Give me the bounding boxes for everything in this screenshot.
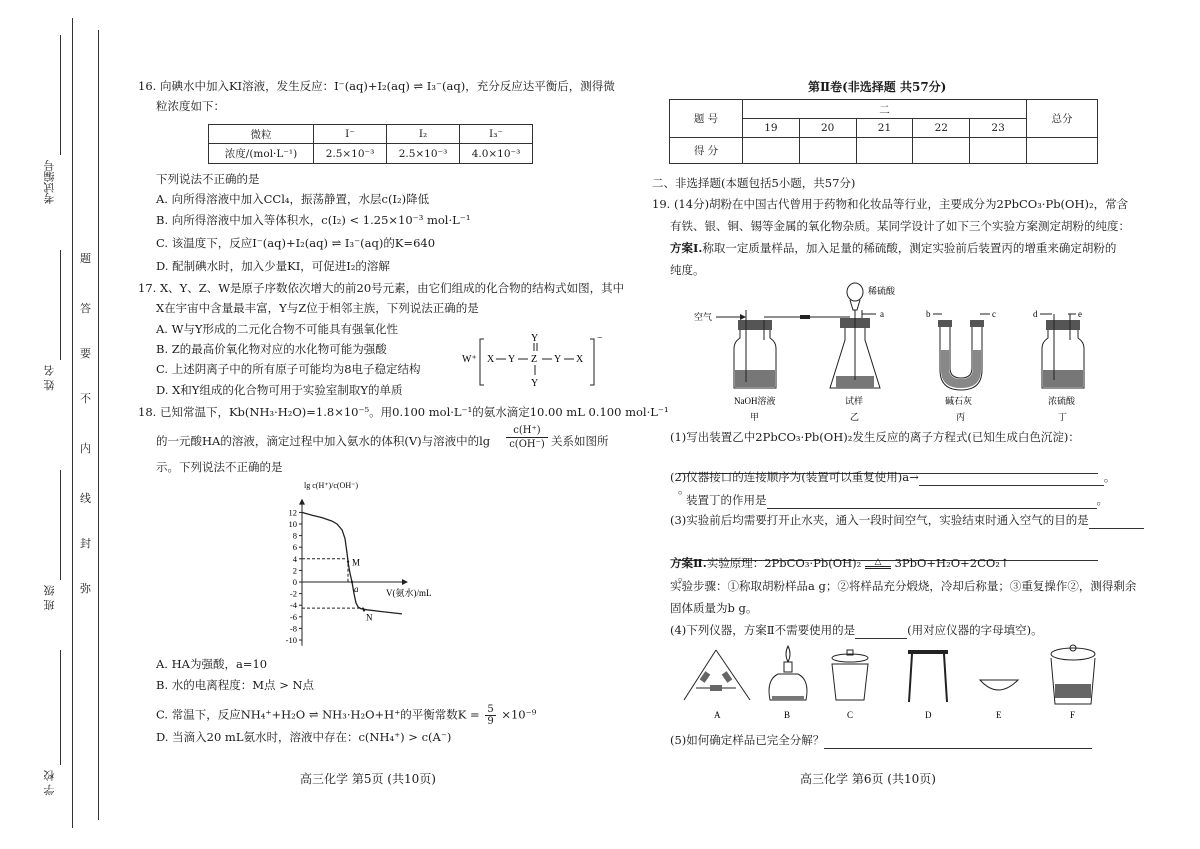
plan2-label: 方案Ⅱ.: [670, 556, 707, 570]
q19-sub4: [670, 623, 1043, 639]
table-cell: 2.5×10⁻³: [387, 144, 460, 164]
instrument-letter: D: [925, 710, 932, 720]
fraction-numerator: c(H⁺): [506, 424, 548, 438]
answer-line[interactable]: [824, 733, 1092, 749]
q19-sub3: [670, 513, 1144, 529]
name-yi: 试样: [845, 396, 864, 406]
question-number: 20: [799, 119, 856, 138]
school-label: 学 校: [43, 770, 56, 796]
y-tick-label: 12: [288, 507, 297, 518]
plan1-label: 方案Ⅰ.: [670, 241, 703, 255]
instrument-letter: B: [784, 710, 791, 720]
q16-option-b[interactable]: B. 向所得溶液中加入等体积水，c(I₂) < 1.25×10⁻³ mol·L⁻¹: [156, 213, 471, 227]
score-cell[interactable]: [743, 138, 800, 164]
table-cell: 微粒: [209, 125, 314, 144]
y-axis-arrow: [299, 499, 305, 505]
question-no-label: 题 号: [670, 100, 743, 138]
point-marker-N: [363, 609, 365, 611]
instrument-letter: A: [714, 710, 721, 720]
q18-option-b[interactable]: B. 水的电离程度：M点 > N点: [156, 678, 315, 692]
struct-y: Y: [531, 333, 539, 344]
port-b[interactable]: b: [926, 309, 931, 319]
q16-stem: 粒浓度如下：: [156, 99, 225, 113]
score-label: 得 分: [670, 138, 743, 164]
answer-line[interactable]: [767, 493, 1097, 509]
y-tick-label: 0: [292, 577, 297, 587]
plan2-text: 实验原理：2PbCO₃·Pb(OH)₂: [706, 556, 862, 570]
apparatus-diagram: [690, 280, 1110, 430]
q17-option-a[interactable]: A. W与Y形成的二元化合物不可能具有强氧化性: [156, 322, 399, 336]
option-c-exp: ×10⁻⁹: [501, 707, 537, 722]
group-label: 二: [743, 100, 1027, 119]
y-axis-label: lg c(H⁺)/c(OH⁻): [304, 481, 358, 490]
seal-char: 封: [80, 537, 91, 550]
sub4-text-b: (用对应仪器的字母填空)。: [907, 623, 1043, 637]
answer-line[interactable]: [919, 470, 1104, 486]
left-page-footer: 高三化学 第5页 (共10页): [300, 772, 436, 786]
y-tick-label: 10: [288, 519, 297, 529]
struct-x: X: [487, 354, 495, 365]
y-tick-label: 4: [292, 553, 297, 564]
y-tick-label: 6: [292, 542, 297, 553]
q19-stem: 纯度。: [670, 263, 705, 277]
sub2-text: (2)仪器接口的连接顺序为(装置可以重复使用)a→: [670, 470, 919, 484]
question-number: 21: [856, 119, 913, 138]
struct-z: Z: [531, 354, 538, 365]
question-number: 22: [913, 119, 970, 138]
total-label: 总分: [1027, 100, 1098, 138]
table-cell: I₂: [387, 125, 460, 144]
sub4-text: (4)下列仪器，方案Ⅱ不需要使用的是: [670, 623, 856, 637]
q16-prompt: 下列说法不正确的是: [156, 172, 260, 186]
plan2-principle: [670, 556, 1010, 571]
y-tick-label: -2: [289, 588, 297, 599]
right-page-footer: 高三化学 第6页 (共10页): [800, 772, 936, 786]
label-bing: 丙: [956, 412, 966, 422]
y-tick-label: -4: [289, 600, 297, 611]
struct-x: X: [576, 354, 584, 365]
q17-stem: X在宇宙中含量最丰富，Y与Z位于相邻主族，下列说法正确的是: [156, 301, 479, 315]
k-numerator: 5: [487, 704, 494, 715]
point-label-a: a: [354, 584, 359, 594]
seal-char: 线: [80, 492, 91, 505]
struct-y: Y: [508, 354, 516, 365]
flask-ding: [1033, 309, 1084, 388]
score-cell[interactable]: [913, 138, 970, 164]
acid-label: 稀硫酸: [868, 286, 896, 296]
q16-stem: 16. 向碘水中加入KI溶液，发生反应：I⁻(aq)+I₂(aq) ⇌ I₃⁻(aq)，充分反应达平衡后，测得微: [138, 79, 615, 93]
period: 。: [1103, 470, 1116, 484]
heat-condition: △: [865, 558, 891, 569]
instrument-f-desiccator: [1051, 645, 1095, 704]
struct-y: Y: [531, 378, 539, 389]
plan1-text: 称取一定质量样品，加入足量的稀硫酸，测定实验前后装置丙的增重来确定胡粉的: [702, 241, 1117, 255]
sub2b-text: 装置丁的作用是: [686, 493, 767, 507]
option-c-text: C. 常温下，反应NH₄⁺+H₂O ⇌ NH₃·H₂O+H⁺的平衡常数K =: [156, 707, 480, 722]
flask-jia: [734, 310, 850, 388]
period: 。: [678, 569, 690, 583]
instrument-a-clay-triangle: [684, 650, 750, 700]
seal-char: 内: [80, 442, 91, 455]
instrument-e-evaporating-dish: [980, 680, 1018, 690]
binding-line: [72, 18, 73, 828]
name-bing: 碱石灰: [945, 396, 973, 406]
name-ding: 浓硫酸: [1048, 396, 1076, 406]
q19-stem: 19. (14分)胡粉在中国古代曾用于药物和化妆品等行业，主要成分为2PbCO₃·Pb(OH)₂，常含: [652, 197, 1129, 211]
sub5-text: (5)如何确定样品已完全分解？: [670, 733, 825, 747]
answer-line[interactable]: [1089, 513, 1144, 529]
q18-fraction: [506, 424, 548, 451]
instrument-c-crucible: [832, 650, 868, 700]
titration-chart: [270, 478, 510, 650]
q19-sub1: (1)写出装置乙中2PbCO₃·Pb(OH)₂发生反应的离子方程式(已知生成白色沉淀)：: [670, 430, 1080, 444]
q18-stem: 关系如图所: [551, 434, 609, 448]
seal-char: 弥: [80, 582, 91, 595]
x-axis-arrow: [402, 579, 408, 585]
k-fraction: [485, 704, 495, 727]
instruments-figure: [678, 640, 1108, 724]
table-cell: I⁻: [314, 125, 387, 144]
port-c[interactable]: c: [992, 309, 996, 319]
period: 。: [678, 482, 690, 496]
score-table: [669, 99, 1098, 164]
table-cell: 2.5×10⁻³: [314, 144, 387, 164]
instrument-d-tripod: [908, 650, 948, 702]
name-field[interactable]: [60, 250, 61, 360]
u-tube-bing: [926, 309, 996, 390]
q19-sub5: [670, 733, 1092, 749]
q18-option-c[interactable]: [156, 704, 536, 727]
q17-stem: 17. X、Y、Z、W是原子序数依次增大的前20号元素，由它们组成的化合物的结构式如图，其中: [138, 281, 625, 295]
binding-line: [98, 30, 99, 820]
instrument-letter: C: [847, 710, 854, 720]
q19-plan1: [670, 241, 1116, 256]
port-e[interactable]: e: [1078, 309, 1082, 319]
class-field[interactable]: [60, 470, 61, 580]
y-tick-label: -6: [289, 611, 297, 622]
table-cell: 4.0×10⁻³: [460, 144, 533, 164]
period: 。: [1096, 493, 1108, 507]
q19-sub2: [670, 470, 1115, 486]
table-cell: I₃⁻: [460, 125, 533, 144]
name-jia: NaOH溶液: [734, 396, 776, 406]
port-d[interactable]: d: [1033, 309, 1038, 319]
score-cell[interactable]: [970, 138, 1027, 164]
score-cell[interactable]: [799, 138, 856, 164]
q16-option-c[interactable]: C. 该温度下，反应I⁻(aq)+I₂(aq) ⇌ I₃⁻(aq)的K=640: [156, 236, 436, 250]
label-ding: 丁: [1058, 412, 1068, 422]
label-jia: 甲: [750, 412, 760, 422]
total-score-cell[interactable]: [1027, 138, 1098, 164]
q18-option-a[interactable]: A. HA为强酸，a=10: [156, 657, 268, 671]
plan2-products: 3PbO+H₂O+2CO₂↑: [894, 556, 1010, 570]
fraction-denominator: c(OH⁻): [509, 439, 545, 450]
experiment-steps: 固体质量为b g。: [670, 601, 758, 615]
q18-stem: 的一元酸HA的溶液，滴定过程中加入氨水的体积(V)与溶液中的lg: [156, 434, 491, 448]
y-tick-label: 8: [292, 530, 297, 541]
seal-char: 答: [80, 302, 91, 315]
y-tick-label: -10: [285, 635, 297, 645]
instrument-letter: F: [1070, 710, 1076, 720]
exam-no-field[interactable]: [60, 35, 61, 155]
instrument-b-alcohol-lamp: [769, 646, 807, 700]
answer-blank[interactable]: [855, 623, 907, 639]
k-denominator: 9: [487, 716, 494, 727]
section-title: 第Ⅱ卷(非选择题 共57分): [808, 80, 947, 94]
q19-stem: 有铁、银、铜、锡等金属的氧化物杂质。某同学设计了如下三个实验方案测定胡粉的纯度：: [670, 219, 1130, 233]
score-cell[interactable]: [856, 138, 913, 164]
struct-y: Y: [554, 354, 562, 365]
question-number: 19: [743, 119, 800, 138]
y-tick-label: -8: [289, 623, 297, 634]
q17-option-c[interactable]: C. 上述阴离子中的所有原子可能均为8电子稳定结构: [156, 362, 421, 376]
struct-minus: −: [597, 333, 603, 344]
label-yi: 乙: [850, 412, 860, 422]
q18-option-d[interactable]: D. 当滴入20 mL氨水时，溶液中存在：c(NH₄⁺) > c(A⁻): [156, 730, 452, 744]
q17-option-b[interactable]: B. Z的最高价氧化物对应的水化物可能为强酸: [156, 342, 387, 356]
seal-char: 要: [80, 347, 91, 360]
x-axis-label: V(氨水)/mL: [386, 588, 432, 598]
point-marker-a: [351, 581, 353, 583]
q16-option-d[interactable]: D. 配制碘水时，加入少量KI，可促进I₂的溶解: [156, 259, 390, 273]
y-tick-label: 2: [292, 565, 297, 576]
point-label-N: N: [366, 612, 373, 623]
question-number: 23: [970, 119, 1027, 138]
table-cell: 浓度/(mol·L⁻¹): [209, 144, 314, 164]
q18-stem: 18. 已知常温下，Kb(NH₃·H₂O)=1.8×10⁻⁵。用0.100 mol·L⁻¹的氨水滴定10.00 mL 0.100 mol·L⁻¹: [138, 405, 669, 419]
instrument-letter: E: [996, 710, 1002, 720]
seal-char: 题: [80, 252, 91, 265]
air-label: 空气: [694, 312, 713, 322]
q16-option-a[interactable]: A. 向所得溶液中加入CCl₄，振荡静置，水层c(I₂)降低: [156, 192, 430, 206]
point-label-M: M: [352, 557, 361, 568]
q17-structure-formula: [462, 333, 612, 391]
class-label: 班 级: [43, 585, 56, 611]
q17-option-d[interactable]: D. X和Y组成的化合物可用于实验室制取Y的单质: [156, 383, 403, 397]
flask-yi: [830, 283, 896, 388]
q16-table: [208, 124, 533, 164]
struct-w: W⁺: [462, 354, 477, 365]
seal-char: 不: [80, 392, 91, 405]
q18-stem: 示。下列说法不正确的是: [156, 460, 283, 474]
experiment-steps: 实验步骤：①称取胡粉样品a g；②将样品充分煅烧，冷却后称量；③重复操作②，测得剩余: [670, 579, 1137, 593]
name-label: 姓 名: [43, 365, 56, 391]
part2-title: 二、非选择题(本题包括5小题，共57分): [652, 176, 856, 190]
q19-sub2b: [686, 493, 1108, 509]
port-a[interactable]: a: [880, 309, 884, 319]
exam-no-label: 考试编号: [43, 160, 56, 204]
sub3-text: (3)实验前后均需要打开止水夹，通入一段时间空气，实验结束时通入空气的目的是: [670, 513, 1089, 527]
school-field[interactable]: [60, 650, 61, 765]
point-marker-M: [347, 561, 349, 563]
